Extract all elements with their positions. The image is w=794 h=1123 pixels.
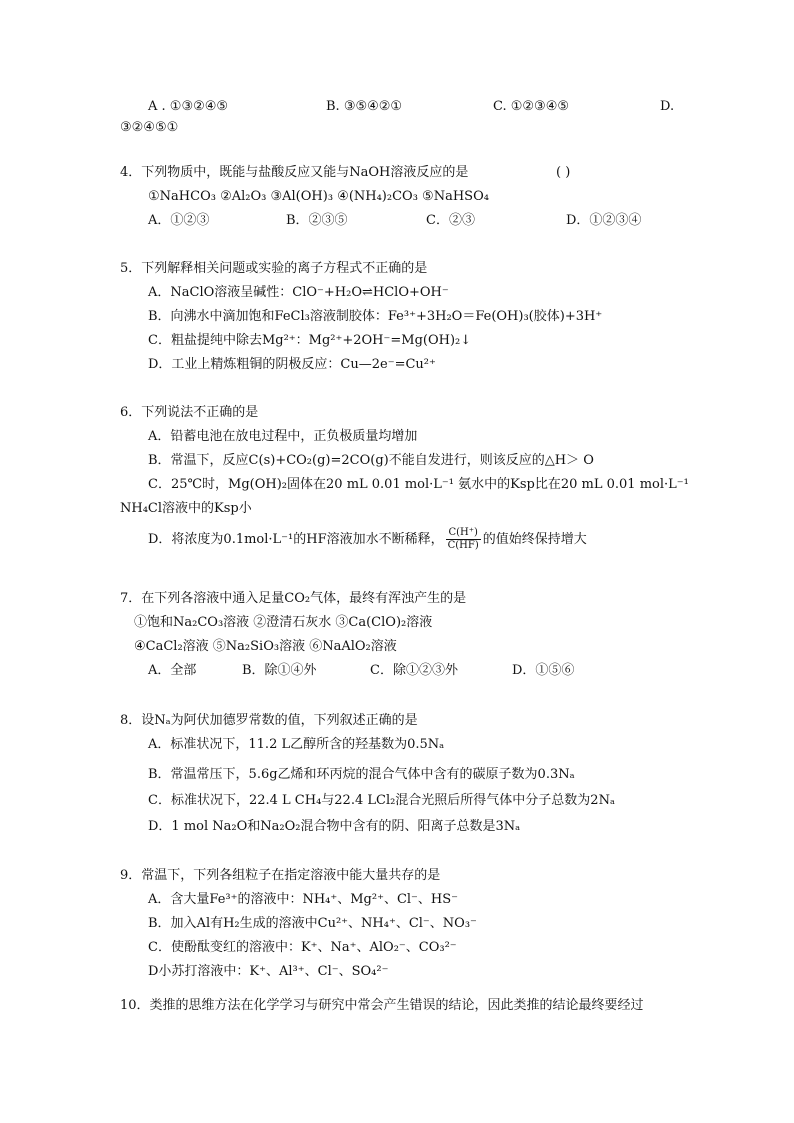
q9-option-b: B．加入Al有H₂生成的溶液中Cu²⁺、NH₄⁺、Cl⁻、NO₃⁻ — [148, 916, 477, 931]
q8-stem: 8．设Nₐ为阿伏加德罗常数的值，下列叙述正确的是 — [120, 713, 418, 728]
q4-answer-paren: ( ) — [556, 165, 571, 180]
q6-option-d-suffix: 的值始终保持增大 — [482, 532, 587, 547]
q7-items-row1: ①饱和Na₂CO₃溶液 ②澄清石灰水 ③Ca(ClO)₂溶液 — [134, 615, 433, 630]
q6-fraction — [446, 527, 481, 552]
q6-option-d — [148, 526, 587, 554]
q5-stem: 5．下列解释相关问题或实验的离子方程式不正确的是 — [120, 261, 428, 276]
q4-items: ①NaHCO₃ ②Al₂O₃ ③Al(OH)₃ ④(NH₄)₂CO₃ ⑤NaHSO₄ — [148, 189, 489, 204]
q10-stem: 10．类推的思维方法在化学学习与研究中常会产生错误的结论，因此类推的结论最终要经过 — [120, 998, 644, 1013]
q7-items-row2: ④CaCl₂溶液 ⑤Na₂SiO₃溶液 ⑥NaAlO₂溶液 — [134, 639, 397, 654]
q3-option-c: C. ①②③④⑤ — [493, 99, 570, 114]
q9-option-d: D小苏打溶液中：K⁺、Al³⁺、Cl⁻、SO₄²⁻ — [148, 964, 389, 979]
q6-fraction-numerator: C(H⁺) — [446, 527, 481, 540]
q4-option-d: D．①②③④ — [566, 213, 642, 228]
q8-option-d: D．1 mol Na₂O和Na₂O₂混合物中含有的阴、阳离子总数是3Nₐ — [148, 819, 521, 834]
q6-option-c-line2: NH₄Cl溶液中的Ksp小 — [120, 501, 252, 516]
q5-option-a: A．NaClO溶液呈碱性：ClO⁻+H₂O⇌HClO+OH⁻ — [148, 285, 449, 300]
q5-option-c: C．粗盐提纯中除去Mg²⁺：Mg²⁺+2OH⁻=Mg(OH)₂↓ — [148, 333, 472, 348]
q6-option-c-line1: C．25℃时，Mg(OH)₂固体在20 mL 0.01 mol·L⁻¹ 氨水中的Ksp比在20 mL 0.01 mol·L⁻¹ — [148, 477, 689, 492]
q5-option-d: D．工业上精炼粗铜的阴极反应：Cu—2e⁻=Cu²⁺ — [148, 357, 436, 372]
q7-option-c: C．除①②③外 — [370, 663, 458, 678]
q7-option-d: D．①⑤⑥ — [512, 663, 575, 678]
q7-option-b: B．除①④外 — [242, 663, 317, 678]
q6-option-a: A．铅蓄电池在放电过程中，正负极质量均增加 — [148, 429, 418, 444]
q9-stem: 9．常温下，下列各组粒子在指定溶液中能大量共存的是 — [120, 868, 441, 883]
q4-stem: 4．下列物质中，既能与盐酸反应又能与NaOH溶液反应的是 — [120, 165, 469, 180]
q4-option-c: C．②③ — [426, 213, 475, 228]
q6-fraction-denominator: C(HF) — [447, 540, 479, 551]
q7-stem: 7．在下列各溶液中通入足量CO₂气体，最终有浑浊产生的是 — [120, 591, 467, 606]
q3-option-d-continued: ③②④⑤① — [120, 120, 179, 135]
q5-option-b: B．向沸水中滴加饱和FeCl₃溶液制胶体：Fe³⁺+3H₂O＝Fe(OH)₃(胶体)+3H⁺ — [148, 309, 603, 324]
q4-option-a: A．①②③ — [148, 213, 210, 228]
q6-option-b: B．常温下，反应C(s)+CO₂(g)=2CO(g)不能自发进行，则该反应的△H＞ O — [148, 453, 594, 468]
q3-option-b: B. ③⑤④②① — [326, 99, 403, 114]
q4-option-b: B．②③⑤ — [286, 213, 348, 228]
q3-option-a: A . ①③②④⑤ — [148, 99, 229, 114]
q8-option-c: C．标准状况下，22.4 L CH₄与22.4 LCl₂混合光照后所得气体中分子总数为2Nₐ — [148, 793, 615, 808]
q9-option-a: A．含大量Fe³⁺的溶液中：NH₄⁺、Mg²⁺、Cl⁻、HS⁻ — [148, 892, 459, 907]
q9-option-c: C．使酚酞变红的溶液中：K⁺、Na⁺、AlO₂⁻、CO₃²⁻ — [148, 940, 457, 955]
q7-option-a: A．全部 — [148, 663, 197, 678]
q3-option-d: D. — [660, 99, 675, 114]
q8-option-b: B．常温常压下，5.6g乙烯和环丙烷的混合气体中含有的碳原子数为0.3Nₐ — [148, 767, 575, 782]
q6-stem: 6．下列说法不正确的是 — [120, 405, 259, 420]
q8-option-a: A．标准状况下，11.2 L乙醇所含的羟基数为0.5Nₐ — [148, 737, 445, 752]
q6-option-d-prefix: D．将浓度为0.1mol·L⁻¹的HF溶液加水不断稀释， — [148, 532, 444, 547]
